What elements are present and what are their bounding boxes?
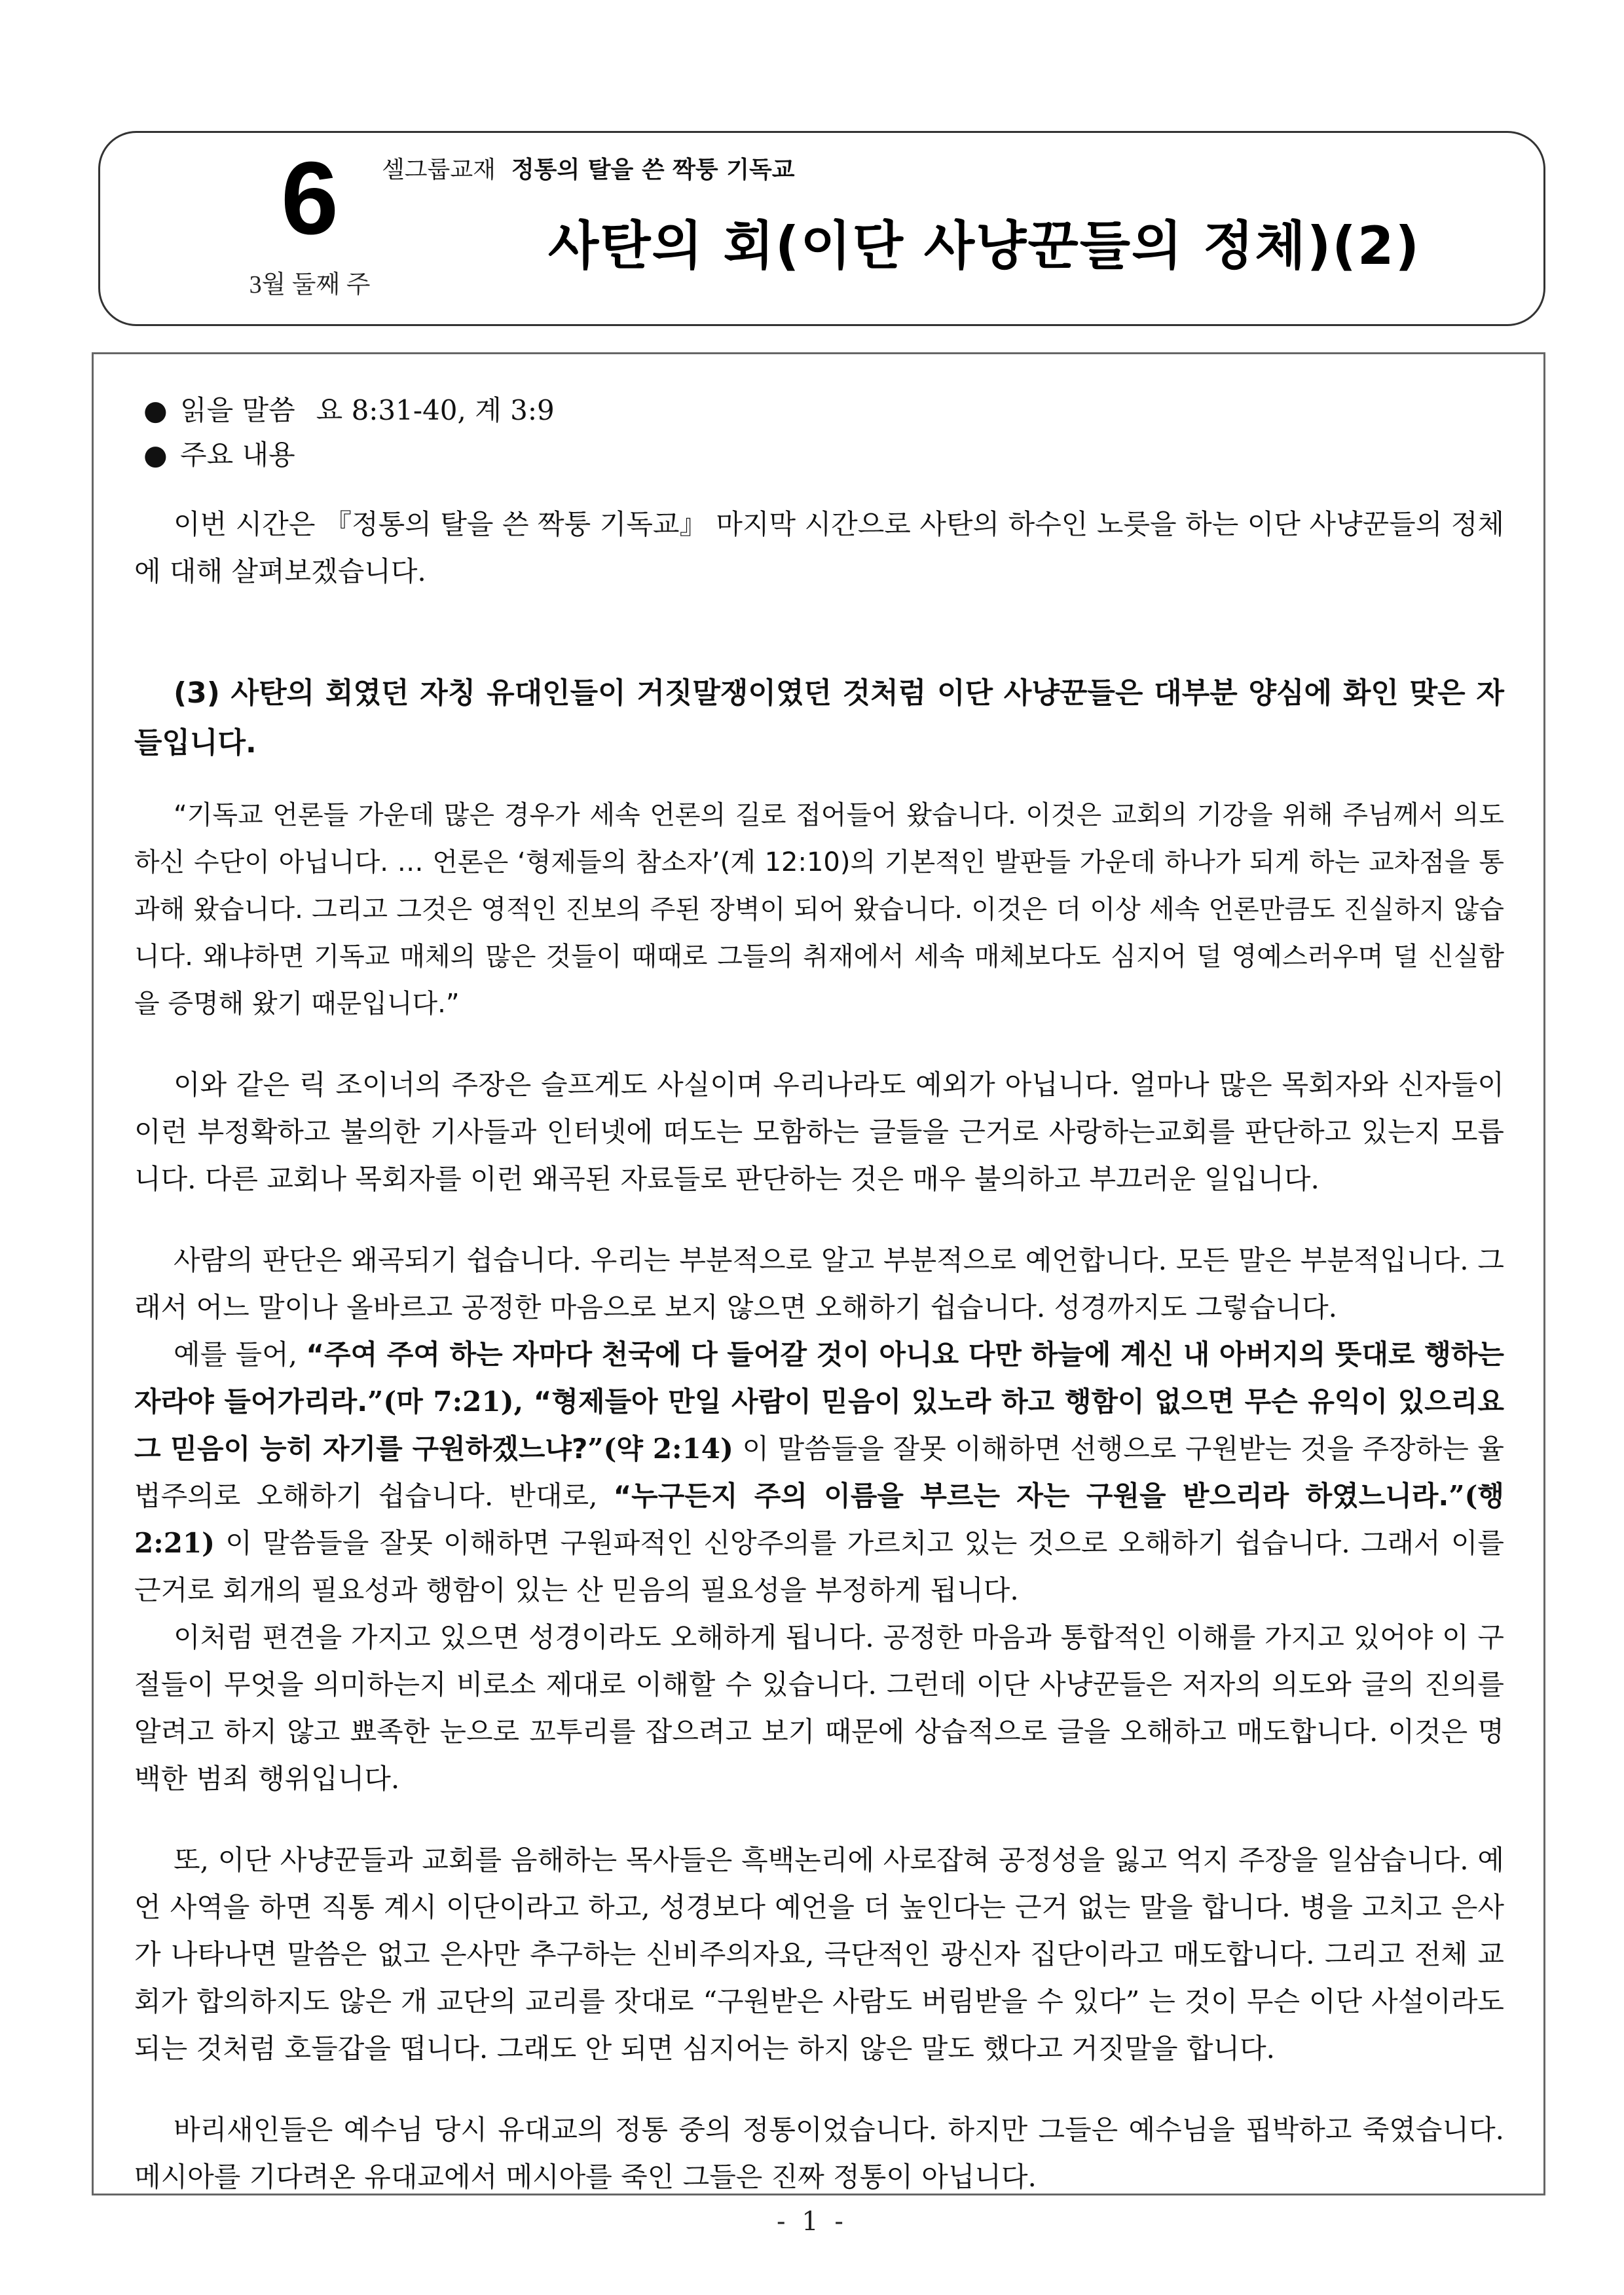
verse-matthew: “주여 주여 하는 자마다 천국에 다 들어갈 것이 아니요 다만 하늘에 계신 내 아버지의 뜻대로 행하는 자라야 들어가리라. — [134, 1338, 1504, 1418]
example-lead: 예를 들어, — [174, 1338, 306, 1370]
week-date: 3월 둘째 주 — [249, 271, 371, 299]
series-label: 셀그룹교재 — [382, 156, 496, 183]
ref-james: ”(약 2:14) — [587, 1433, 733, 1465]
lesson-body — [92, 352, 1545, 2195]
rick-joyner-paragraph: 이와 같은 릭 조이너의 주장은 슬프게도 사실이며 우리나라도 예외가 아닙니다. 얼마나 많은 목회자와 신자들이 이런 부정확하고 불의한 기사들과 인터넷에 떠도는 모함하는 글들을 근거로 사랑하는교회를 판단하고 있는지 모릅니다. 다른 교회나 목회자를 이런 왜곡된 자료들로 판단하는 것은 매우 불의하고 부끄러운 일입니다. — [134, 1069, 1504, 1195]
quote-paragraph: “기독교 언론들 가운데 많은 경우가 세속 언론의 길로 접어들어 왔습니다. 이것은 교회의 기강을 위해 주님께서 의도하신 수단이 아닙니다. … 언론은 ‘형제들의 참소자’(계 12:10)의 기본적인 발판들 가운데 하나가 되게 하는 교차점을 통과해 왔습니다. 그리고 그것은 영적인 진보의 주된 장벽이 되어 왔습니다. 이것은 더 이상 세속 언론만큼도 진실하지 않습니다. 왜냐하면 기독교 매체의 많은 것들이 때때로 그들의 취재에서 세속 매체보다도 심지어 덜 영예스러우며 덜 신실함을 증명해 왔기 때문입니다.” — [134, 800, 1504, 1019]
pharisees-paragraph: 바리새인들은 예수님 당시 유대교의 정통 중의 정통이었습니다. 하지만 그들은 예수님을 핍박하고 죽였습니다. 메시아를 기다려온 유대교에서 메시아를 죽인 그들은 진짜 정통이 아닙니다. — [134, 2114, 1504, 2193]
ref-matthew: ”(마 7:21) — [367, 1386, 514, 1418]
series-title: 정통의 탈을 쓴 짝퉁 기독교 — [511, 156, 795, 183]
verse-james: “형제들아 만일 사람이 믿음이 있노라 하고 행함이 없으면 무슨 유익이 있으리요 그 믿음이 능히 자기를 구원하겠느냐? — [134, 1386, 1504, 1465]
page-number: - 1 - — [777, 2207, 847, 2237]
summary-row — [134, 433, 1504, 477]
pastors-paragraph: 또, 이단 사냥꾼들과 교회를 음해하는 목사들은 흑백논리에 사로잡혀 공정성을 잃고 억지 주장을 일삼습니다. 예언 사역을 하면 직통 계시 이단이라고 하고, 성경보다 예언을 더 높인다는 근거 없는 말을 합니다. 병을 고치고 은사가 나타나면 말씀은 없고 은사만 추구하는 신비주의자요, 극단적인 광신자 집단이라고 매도합니다. 그리고 전체 교회가 합의하지도 않은 개 교단의 교리를 잣대로 “구원받은 사람도 버림받을 수 있다” 는 것이 무슨 이단 사설이라도 되는 것처럼 호들갑을 떱니다. 그래도 안 되면 심지어는 하지 않은 말도 했다고 거짓말을 합니다. — [134, 1844, 1504, 2065]
lesson-content — [134, 388, 1504, 2201]
summary-label: 주요 내용 — [180, 439, 295, 471]
bullet-dot-icon: ● — [143, 394, 168, 426]
example-middle: 이 말씀들을 잘못 이해하면 선행으로 구원받는 것을 주장하는 율법주의로 오해하기 쉽습니다. 반대로, — [134, 1433, 1505, 1512]
lesson-header — [98, 131, 1545, 326]
ref-acts: ”(행 2:21) — [134, 1480, 1504, 1559]
bullet-dot-icon: ● — [143, 439, 168, 471]
example-tail: 이 말씀들을 잘못 이해하면 구원파적인 신앙주의를 가르치고 있는 것으로 오해하기 쉽습니다. 그래서 이를 근거로 회개의 필요성과 행함이 있는 산 믿음의 필요성을 부정하게 됩니다. — [134, 1527, 1504, 1606]
week-number: 6 — [281, 141, 339, 256]
verse-acts: “누구든지 주의 이름을 부르는 자는 구원을 받으리라 하였느니라. — [613, 1480, 1449, 1512]
intro-paragraph: 이번 시간은 『정통의 탈을 쓴 짝퉁 기독교』 마지막 시간으로 사탄의 하수인 노릇을 하는 이단 사냥꾼들의 정체에 대해 살펴보겠습니다. — [134, 508, 1504, 587]
reading-value: 요 8:31-40, 계 3:9 — [316, 394, 555, 426]
reading-label: 읽을 말씀 — [180, 394, 295, 426]
section-heading: (3) 사탄의 회였던 자칭 유대인들이 거짓말쟁이였던 것처럼 이단 사냥꾼들은 대부분 양심에 화인 맞은 자들입니다. — [134, 676, 1504, 760]
lesson-title: 사탄의 회(이단 사냥꾼들의 정체)(2) — [547, 215, 1421, 276]
example-paragraph — [134, 1331, 1504, 1614]
reading-row — [134, 388, 1504, 433]
series-line — [382, 151, 795, 185]
bias-paragraph: 이처럼 편견을 가지고 있으면 성경이라도 오해하게 됩니다. 공정한 마음과 통합적인 이해를 가지고 있어야 이 구절들이 무엇을 의미하는지 비로소 제대로 이해할 수 있습니다. 그런데 이단 사냥꾼들은 저자의 의도와 글의 진의를 알려고 하지 않고 뾰족한 눈으로 꼬투리를 잡으려고 보기 때문에 상습적으로 글을 오해하고 매도합니다. 이것은 명백한 범죄 행위입니다. — [134, 1621, 1504, 1795]
judgment-paragraph: 사람의 판단은 왜곡되기 쉽습니다. 우리는 부분적으로 알고 부분적으로 예언합니다. 모든 말은 부분적입니다. 그래서 어느 말이나 올바르고 공정한 마음으로 보지 않으면 오해하기 쉽습니다. 성경까지도 그렇습니다. — [134, 1244, 1504, 1323]
verse-separator: , — [513, 1386, 534, 1418]
